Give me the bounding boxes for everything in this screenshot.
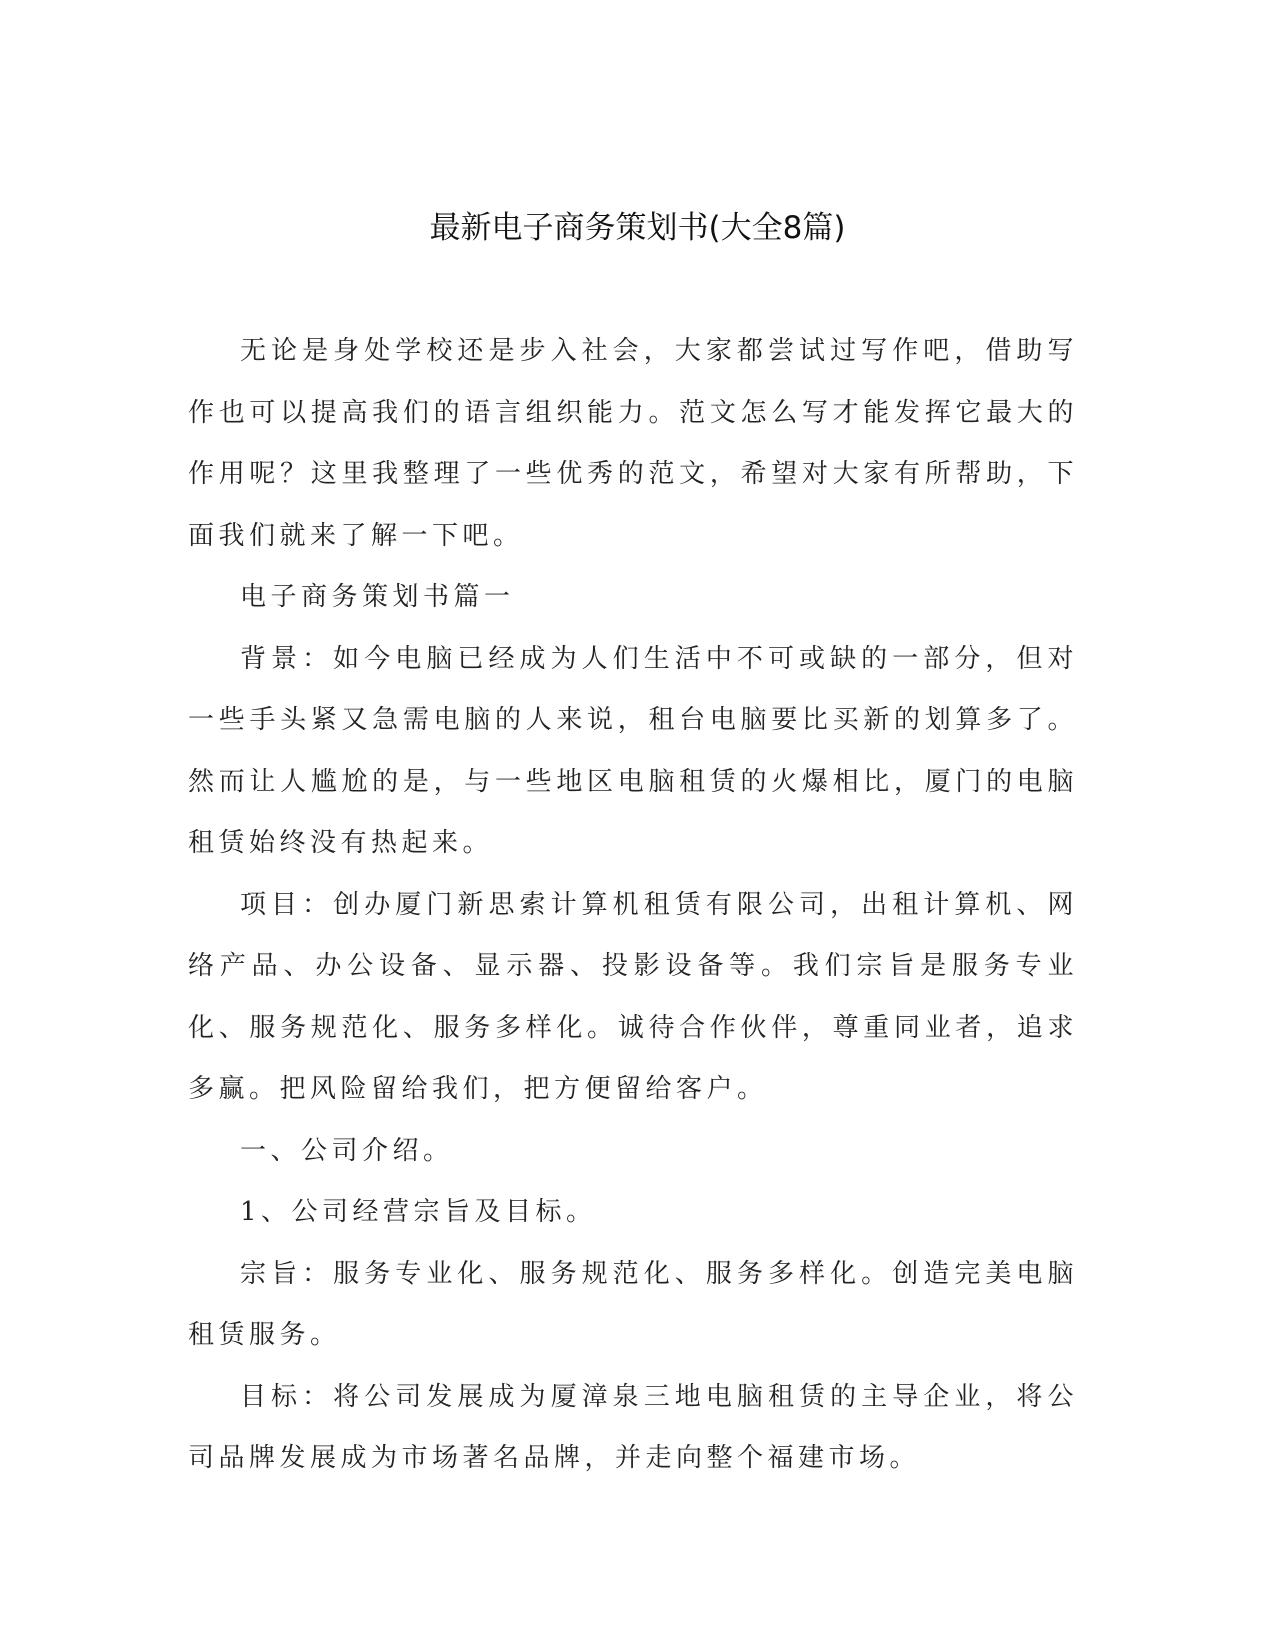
section-heading-part-one: 电子商务策划书篇一 bbox=[240, 582, 515, 612]
paragraph-intro: 无论是身处学校还是步入社会，大家都尝试过写作吧，借助写作也可以提高我们的语言组织能力。范文怎么写才能发挥它最大的作用呢？这里我整理了一些优秀的范文，希望对大家有所帮助，下面我们就来了解一下吧。 bbox=[188, 336, 1078, 551]
paragraph-project: 项目：创办厦门新思索计算机租赁有限公司，出租计算机、网络产品、办公设备、显示器、投影设备等。我们宗旨是服务专业化、服务规范化、服务多样化。诚待合作伙伴，尊重同业者，追求多赢。把风险留给我们，把方便留给客户。 bbox=[188, 889, 1078, 1104]
section-heading-company-intro: 一、公司介绍。 bbox=[240, 1135, 454, 1166]
document-body bbox=[188, 321, 1078, 1490]
document-title: 最新电子商务策划书(大全8篇) bbox=[429, 210, 846, 246]
subheading-purpose-and-goals: 1、公司经营宗旨及目标。 bbox=[240, 1197, 597, 1227]
paragraph-background: 背景：如今电脑已经成为人们生活中不可或缺的一部分，但对一些手头紧又急需电脑的人来说，租台电脑要比买新的划算多了。然而让人尴尬的是，与一些地区电脑租赁的火爆相比，厦门的电脑租赁始终没有热起来。 bbox=[188, 643, 1078, 858]
paragraph-goal: 目标：将公司发展成为厦漳泉三地电脑租赁的主导企业，将公司品牌发展成为市场著名品牌，并走向整个福建市场。 bbox=[188, 1381, 1078, 1473]
paragraph-purpose: 宗旨：服务专业化、服务规范化、服务多样化。创造完美电脑租赁服务。 bbox=[188, 1258, 1078, 1350]
